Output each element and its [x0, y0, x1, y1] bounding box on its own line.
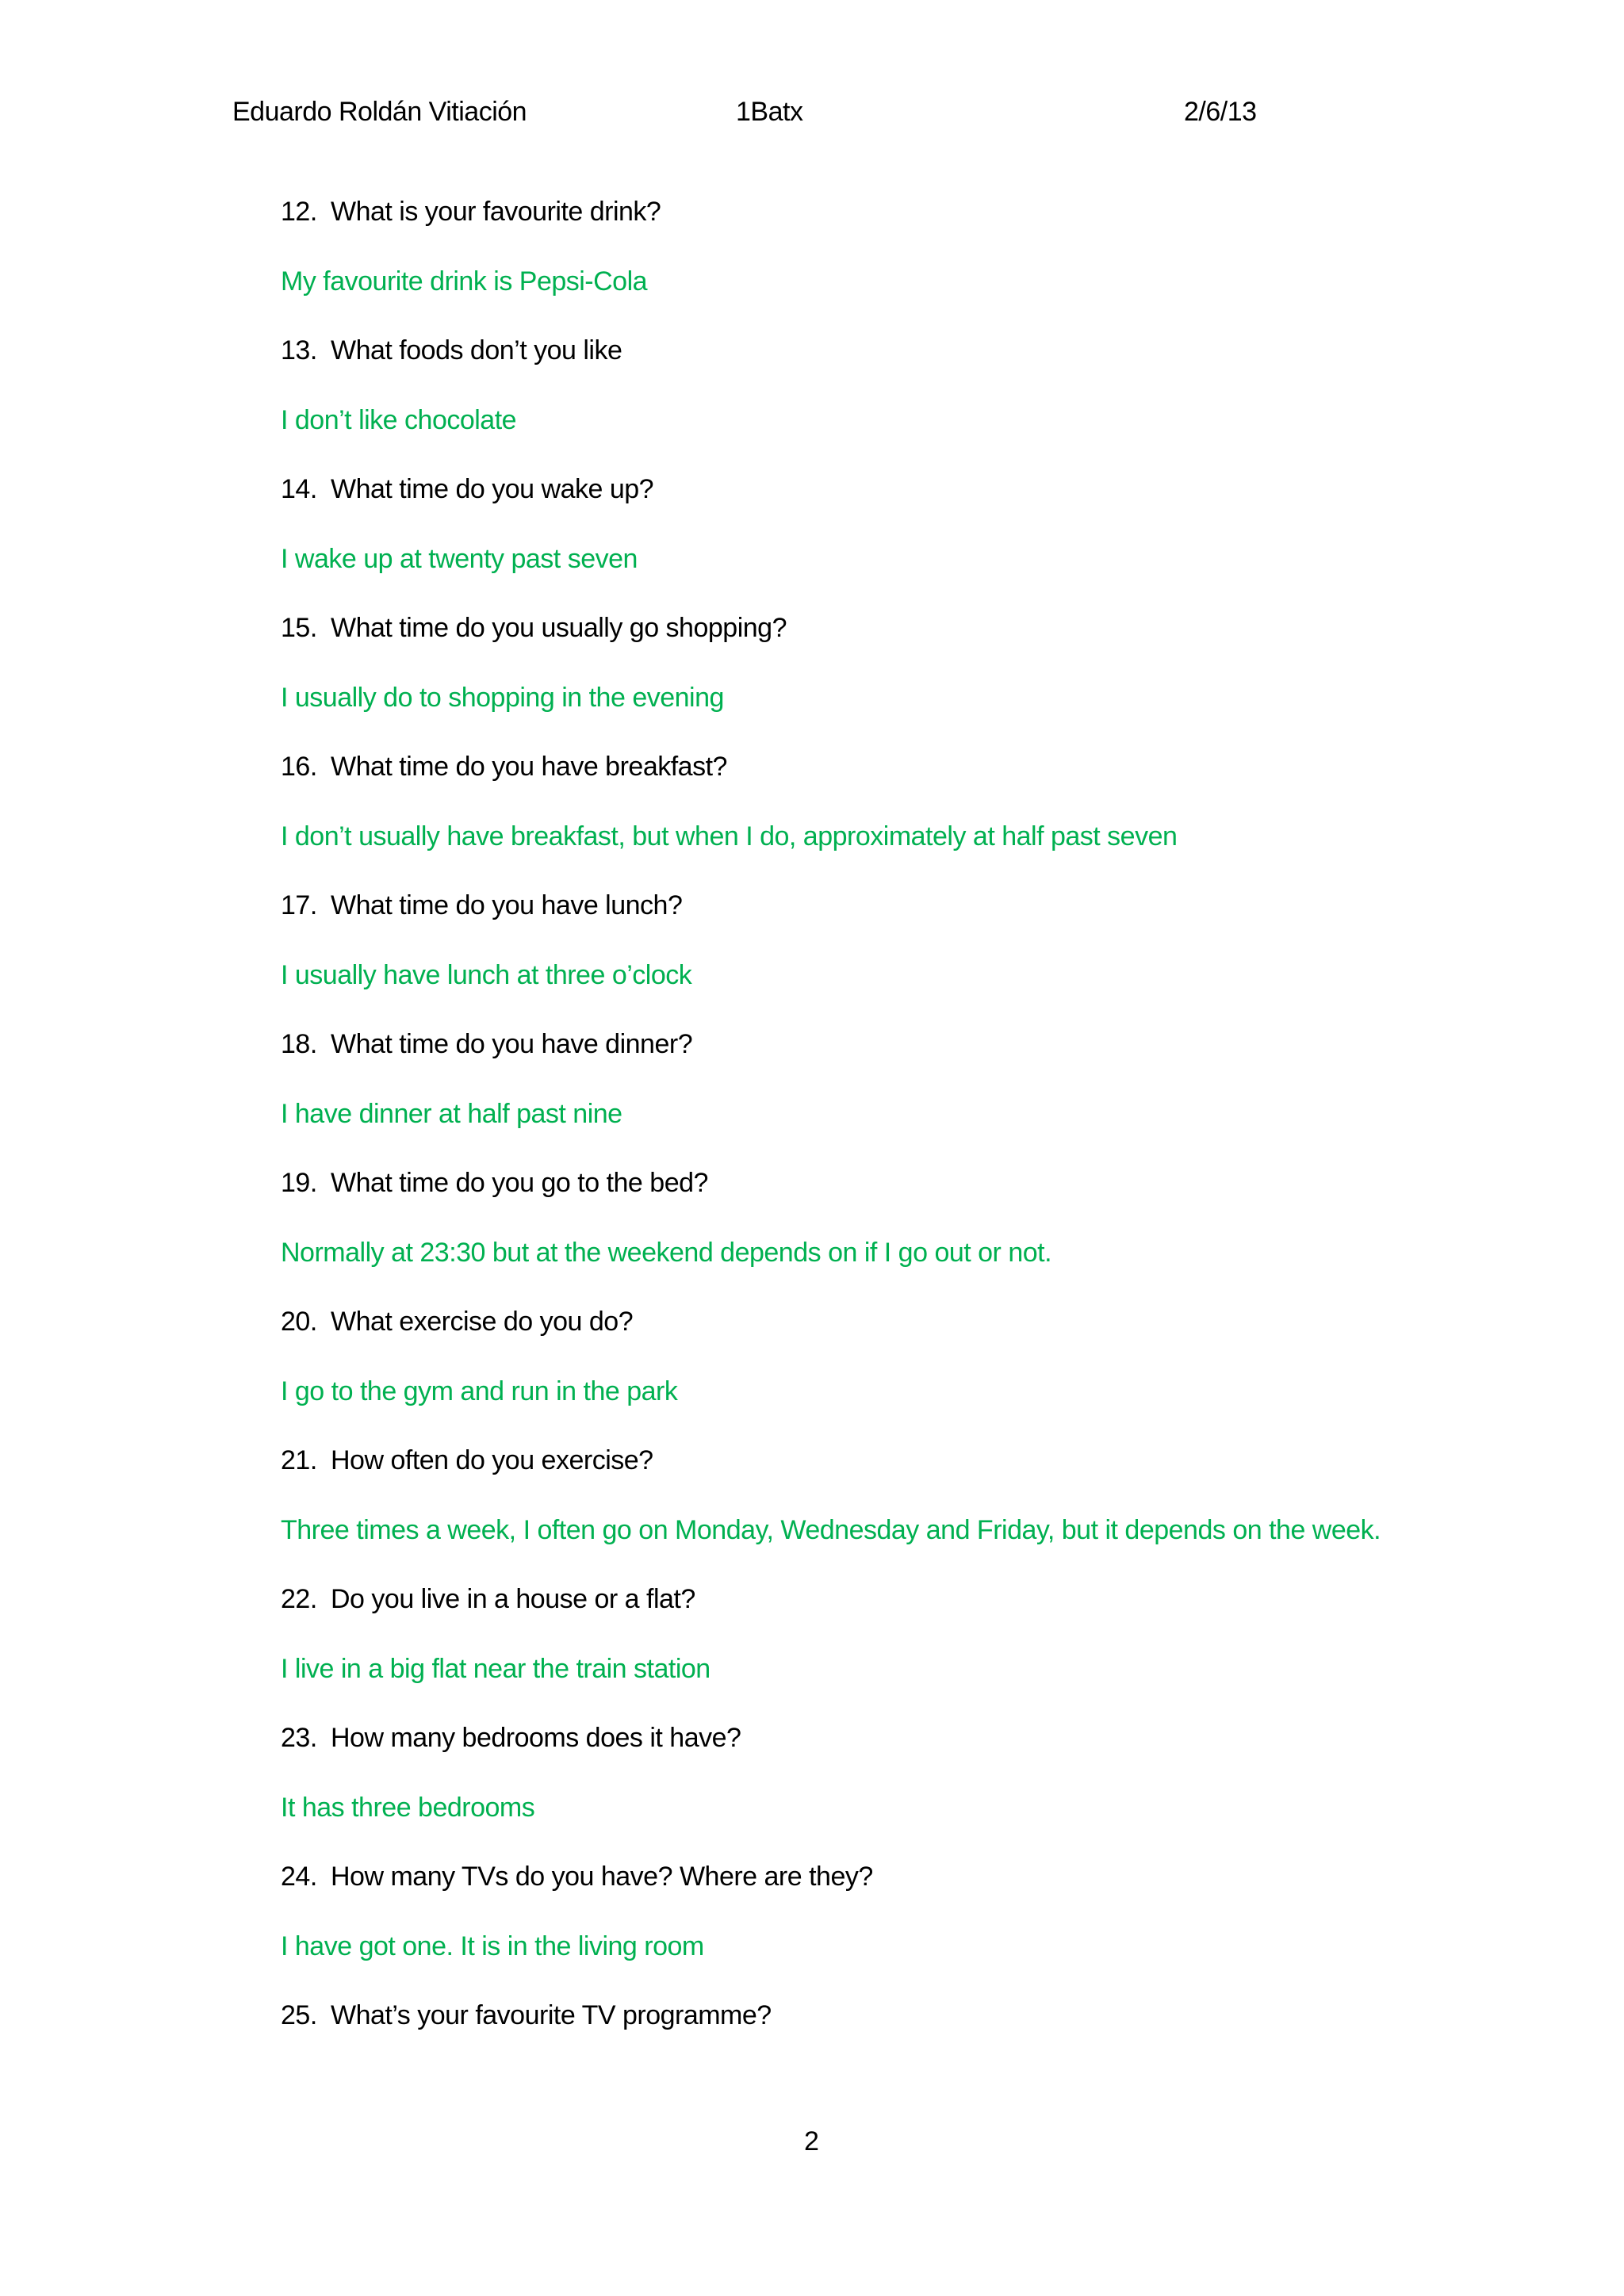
page-number: 2: [804, 2126, 819, 2156]
question-number: 16.: [281, 752, 317, 782]
question-number: 23.: [281, 1723, 317, 1753]
question-number: 21.: [281, 1445, 317, 1475]
question-item: [281, 1023, 1383, 1066]
answer-text: I usually have lunch at three o’clock: [281, 959, 692, 990]
question-number: 22.: [281, 1584, 317, 1614]
question-text: What foods don’t you like: [331, 335, 622, 365]
answer-text: I don’t usually have breakfast, but when I do, approximately at half past seven: [281, 821, 1178, 851]
question-text: What time do you have breakfast?: [331, 752, 727, 782]
answer-text: I go to the gym and run in the park: [281, 1376, 678, 1406]
answer-text: Three times a week, I often go on Monday, Wednesday and Friday, but it depends on the week.: [281, 1514, 1381, 1545]
question-list: [281, 190, 1383, 2064]
answer-text: My favourite drink is Pepsi-Cola: [281, 266, 648, 297]
question-number: 12.: [281, 197, 317, 227]
answer-text: I have got one. It is in the living room: [281, 1931, 704, 1961]
question-item: [281, 1994, 1383, 2037]
question-item: [281, 468, 1383, 511]
question-text: What exercise do you do?: [331, 1307, 634, 1337]
question-text: Do you live in a house or a flat?: [331, 1584, 695, 1614]
question-number: 18.: [281, 1029, 317, 1059]
question-number: 13.: [281, 335, 317, 365]
answer-text: Normally at 23:30 but at the weekend depends on if I go out or not.: [281, 1237, 1052, 1268]
question-text: What time do you have dinner?: [331, 1029, 693, 1059]
question-item: [281, 745, 1383, 788]
question-item: [281, 1855, 1383, 1898]
answer-text: I have dinner at half past nine: [281, 1098, 622, 1129]
question-item: [281, 1439, 1383, 1482]
question-item: [281, 884, 1383, 927]
question-text: What time do you go to the bed?: [331, 1168, 708, 1198]
question-number: 25.: [281, 2000, 317, 2030]
question-number: 17.: [281, 890, 317, 920]
question-text: How many TVs do you have? Where are they?: [331, 1862, 873, 1892]
question-text: What time do you wake up?: [331, 474, 654, 504]
question-item: [281, 607, 1383, 649]
header-date: 2/6/13: [1184, 97, 1257, 127]
question-text: What time do you usually go shopping?: [331, 613, 787, 643]
question-number: 24.: [281, 1862, 317, 1892]
question-text: What time do you have lunch?: [331, 890, 683, 920]
answer-text: I live in a big flat near the train station: [281, 1653, 710, 1684]
question-item: [281, 1300, 1383, 1343]
question-item: [281, 190, 1383, 233]
question-item: [281, 1716, 1383, 1759]
answer-text: I usually do to shopping in the evening: [281, 682, 724, 713]
question-item: [281, 1161, 1383, 1204]
question-number: 15.: [281, 613, 317, 643]
question-text: What’s your favourite TV programme?: [331, 2000, 772, 2030]
question-text: What is your favourite drink?: [331, 197, 661, 227]
header-author: Eduardo Roldán Vitiación: [232, 97, 527, 127]
answer-text: I wake up at twenty past seven: [281, 543, 638, 574]
question-item: [281, 329, 1383, 372]
header-class: 1Batx: [736, 97, 803, 127]
answer-text: I don’t like chocolate: [281, 404, 517, 435]
answer-text: It has three bedrooms: [281, 1792, 535, 1823]
question-item: [281, 1578, 1383, 1621]
question-number: 19.: [281, 1168, 317, 1198]
question-text: How often do you exercise?: [331, 1445, 653, 1475]
question-number: 20.: [281, 1307, 317, 1337]
question-text: How many bedrooms does it have?: [331, 1723, 741, 1753]
question-number: 14.: [281, 474, 317, 504]
